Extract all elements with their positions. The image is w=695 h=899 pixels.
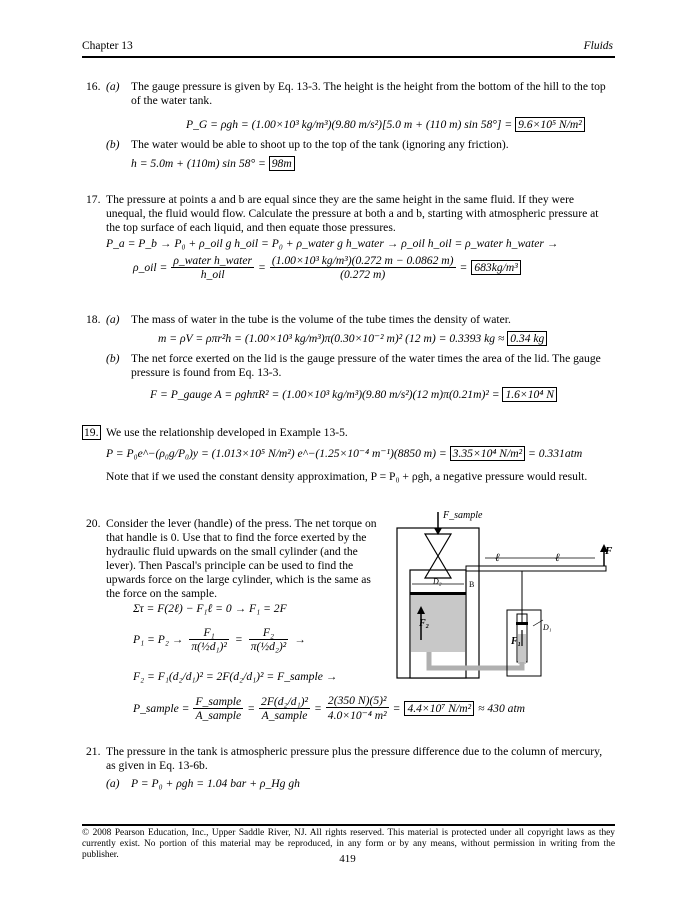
problem-21-number: 21. bbox=[86, 745, 101, 758]
fraction: $\frac{\text{(1.00×10³ kg/m³)(0.272 m − 0.0862 m)}}{(0.272 m)}$ bbox=[271, 254, 454, 281]
problem-20-number: 20. bbox=[86, 517, 101, 530]
problem-21a-label: (a) bbox=[106, 777, 120, 790]
lever-handle bbox=[466, 566, 606, 571]
problem-18a-equation: m = ρV = ρπr²h = (1.00×10³ kg/m³)π(0.30×10⁻² m)² (12 m) = 0.3393 kg ≈ bbox=[158, 332, 505, 345]
problem-19-text: We use the relationship developed in Example 13-5. bbox=[106, 426, 348, 439]
problem-17-equation-1: P_a = P_b → P₀ + ρ_oil g h_oil = P₀ + ρ_water g h_water → ρ_oil h_oil = ρ_water h_water → bbox=[106, 237, 559, 250]
f-label: F bbox=[605, 545, 613, 557]
problem-20-equation-3: F₂ = F₁(d₂/d₁)² = 2F(d₂/d₁)² = F_sample → bbox=[133, 670, 338, 683]
problem-18-number: 18. bbox=[86, 313, 101, 326]
problem-16b-text: The water would be able to shoot up to the top of the tank (ignoring any friction). bbox=[131, 138, 509, 151]
problem-20-equation-4: P_sample = $\frac{\text{F\_sample}}{\text{A\_sample}}$ = $\frac{\text{2F(d₂/d₁)²}}{\text{A\_sample}}$ = $\frac{\text{2(350 N)(5)²}}{\text{4.0×10⁻⁴ m²}}$ = 4.4×10⁷ N/m² ≈ 430 atm bbox=[133, 694, 526, 722]
problem-21a-equation: P = P₀ + ρgh = 1.04 bar + ρ_Hg gh bbox=[131, 777, 300, 790]
problem-16b-label: (b) bbox=[106, 138, 120, 151]
fraction: $\frac{\text{2(350 N)(5)²}}{\text{4.0×10⁻⁴ m²}}$ bbox=[327, 694, 387, 722]
page-number: 419 bbox=[339, 853, 356, 865]
problem-20-equation-2: P₁ = P₂ → $\frac{\text{F₁}}{\text{π(½d₁)²}}$ = $\frac{\text{F₂}}{\text{π(½d₂)²}}$ → bbox=[133, 626, 306, 653]
problem-16a-label: (a) bbox=[106, 80, 120, 93]
problem-19-answer: 3.35×10⁴ N/m² bbox=[450, 446, 525, 461]
problem-19-note: Note that if we used the constant density approximation, P = P₀ + ρgh, a negative pressure would result. bbox=[106, 470, 588, 483]
eq-tail: ≈ 430 atm bbox=[478, 701, 526, 715]
eq-tail: → bbox=[294, 633, 306, 646]
f-sample-label: F_sample bbox=[443, 510, 483, 521]
eq-lhs: ρ_oil = bbox=[133, 261, 168, 274]
problem-16a-answer: 9.6×10⁵ N/m² bbox=[515, 117, 585, 132]
large-piston bbox=[410, 592, 466, 595]
problem-20-text: Consider the lever (handle) of the press. The net torque on that handle is 0. Use that to find the force exerted by the hydraulic fluid upwards on the small cylinder (and the lever). Then Pascal's principle can be used to find the upwards force on the large cylinder, which is the same as the force on the sample. bbox=[106, 517, 377, 600]
problem-17-equation-2: ρ_oil = $\frac{\text{ρ\_water h\_water}}{\text{h\_oil}}$ = $\frac{\text{(1.00×10³ kg/m³)(0.272 m − 0.0862 m)}}{(0.272 m)}$ = 683kg/m³ bbox=[133, 254, 521, 281]
problem-20-answer: 4.4×10⁷ N/m² bbox=[404, 701, 474, 716]
footer-rule bbox=[82, 824, 615, 826]
copyright-notice: © 2008 Pearson Education, Inc., Upper Saddle River, NJ. All rights reserved. This material is protected under all copyright laws as they currently exist. No portion of this material may be reproduced, in any form or by any means, without permission in writing from the publisher. bbox=[82, 828, 615, 860]
fraction: $\frac{\text{2F(d₂/d₁)²}}{\text{A\_sample}}$ bbox=[261, 694, 308, 722]
fraction: $\frac{\text{ρ\_water h\_water}}{\text{h\_oil}}$ bbox=[173, 254, 252, 281]
header-rule bbox=[82, 56, 615, 58]
problem-18b-answer: 1.6×10⁴ N bbox=[502, 387, 557, 402]
problem-16a-equation: P_G = ρgh = (1.00×10³ kg/m³)(9.80 m/s²)[5.0 m + (110 m) sin 58°] = bbox=[186, 118, 513, 131]
f2-label: F₂ bbox=[419, 618, 430, 629]
problem-17-answer: 683kg/m³ bbox=[471, 260, 520, 275]
problem-19-equation-tail: = 0.331atm bbox=[528, 447, 583, 460]
hydraulic-press-figure bbox=[385, 508, 615, 686]
problem-18a-label: (a) bbox=[106, 313, 120, 326]
problem-19-number: 19. bbox=[84, 426, 99, 439]
ell-label-1: ℓ bbox=[495, 552, 500, 564]
problem-17-text: The pressure at points a and b are equal since they are the same height in the same fluid. If they were unequal, the fluid would flow. Calculate the pressure at both a and b, starting with atmospheric pressure at the top surface of each liquid, and then equate those pressures. bbox=[106, 193, 599, 234]
f1-label: F₁ bbox=[511, 636, 522, 647]
chapter-label: Chapter 13 bbox=[82, 40, 133, 52]
problem-18b-text: The net force exerted on the lid is the gauge pressure of the water times the area of the lid. The gauge pressure is found from Eq. 13-3. bbox=[131, 352, 601, 379]
b-label: B bbox=[469, 580, 475, 589]
d2-label: D₂ bbox=[433, 577, 442, 586]
problem-16-number: 16. bbox=[86, 80, 101, 93]
problem-21-text: The pressure in the tank is atmospheric pressure plus the pressure difference due to the column of mercury, as given in Eq. 13-6b. bbox=[106, 745, 603, 772]
subject-label: Fluids bbox=[583, 40, 613, 52]
problem-18b-label: (b) bbox=[106, 352, 120, 365]
fraction: $\frac{\text{F\_sample}}{\text{A\_sample}}$ bbox=[195, 694, 242, 722]
problem-16a-text: The gauge pressure is given by Eq. 13-3. The height is the height from the bottom of the hill to the top of the water tank. bbox=[131, 80, 606, 107]
problem-16b-equation: h = 5.0m + (110m) sin 58° = bbox=[131, 157, 266, 170]
ell-label-2: ℓ bbox=[555, 552, 560, 564]
problem-16b-answer: 98m bbox=[269, 156, 295, 171]
problem-19-equation: P = P₀e^−(ρ₀g/P₀)y = (1.013×10⁵ N/m²) e^−(1.25×10⁻⁴ m⁻¹)(8850 m) = bbox=[106, 447, 447, 460]
fraction: $\frac{\text{F₂}}{\text{π(½d₂)²}}$ bbox=[250, 626, 287, 653]
sample-top bbox=[425, 534, 451, 556]
small-piston bbox=[516, 622, 528, 625]
problem-17-number: 17. bbox=[86, 193, 101, 206]
fraction: $\frac{\text{F₁}}{\text{π(½d₁)²}}$ bbox=[191, 626, 227, 653]
problem-18a-text: The mass of water in the tube is the volume of the tube times the density of water. bbox=[131, 313, 511, 326]
problem-18b-equation: F = P_gauge A = ρghπR² = (1.00×10³ kg/m³)(9.80 m/s²)(12 m)π(0.21m)² = bbox=[150, 388, 500, 401]
problem-18a-answer: 0.34 kg bbox=[507, 331, 547, 346]
d1-label: D₁ bbox=[543, 623, 552, 632]
eq-lhs: P_sample = bbox=[133, 701, 190, 715]
problem-20-equation-1: Στ = F(2ℓ) − F₁ℓ = 0 → F₁ = 2F bbox=[133, 602, 287, 615]
eq-lhs: P₁ = P₂ → bbox=[133, 633, 184, 646]
